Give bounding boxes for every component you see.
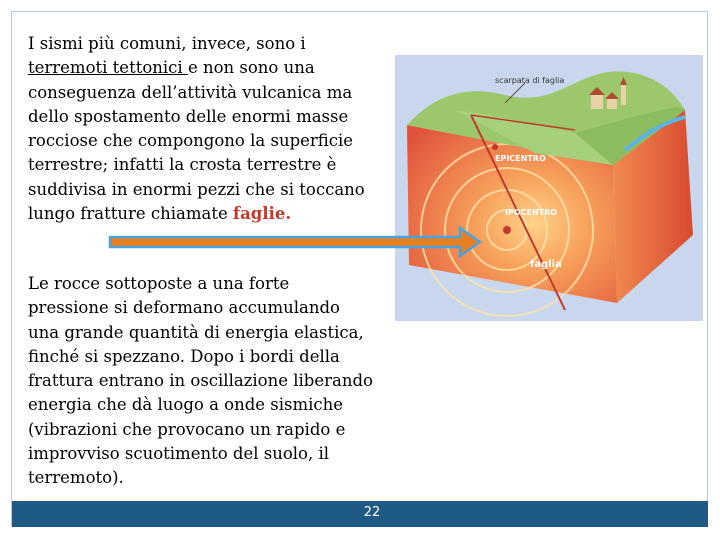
footer-bar [12, 501, 708, 527]
terremoti-tettonici-term: terremoti tettonici [28, 58, 188, 78]
paragraph-seismic-waves: Le rocce sottoposte a una forte pressione si deformano accumulando una grande quantità di energia elastica, finché si spezzano. Dopo i bordi della frattura entrano in oscillazione liberando energia che dà luogo a onde sismiche (vibrazioni che provocano un rapido e improvviso scuotimento del suolo, il terremoto). [28, 274, 373, 488]
faglie-term: faglie. [233, 204, 292, 224]
label-ipocentro: IPOCENTRO [505, 208, 558, 217]
arrow-right-icon [110, 228, 480, 256]
para1-text-rest: e non sono una conseguenza dell’attività vulcanica ma dello spostamento delle enormi masse rocciose che compongono la superficie terrestre; infatti la crosta terrestre è suddivisa in enormi pezzi che si toccano lungo fratture chiamate [28, 58, 365, 224]
label-faglia: faglia [530, 259, 562, 270]
para1-text-start: I sismi più comuni, invece, sono i [28, 34, 306, 53]
label-epicentro: EPICENTRO [495, 154, 546, 163]
label-scarpata: scarpata di faglia [495, 76, 565, 85]
page-number: 22 [363, 505, 381, 520]
